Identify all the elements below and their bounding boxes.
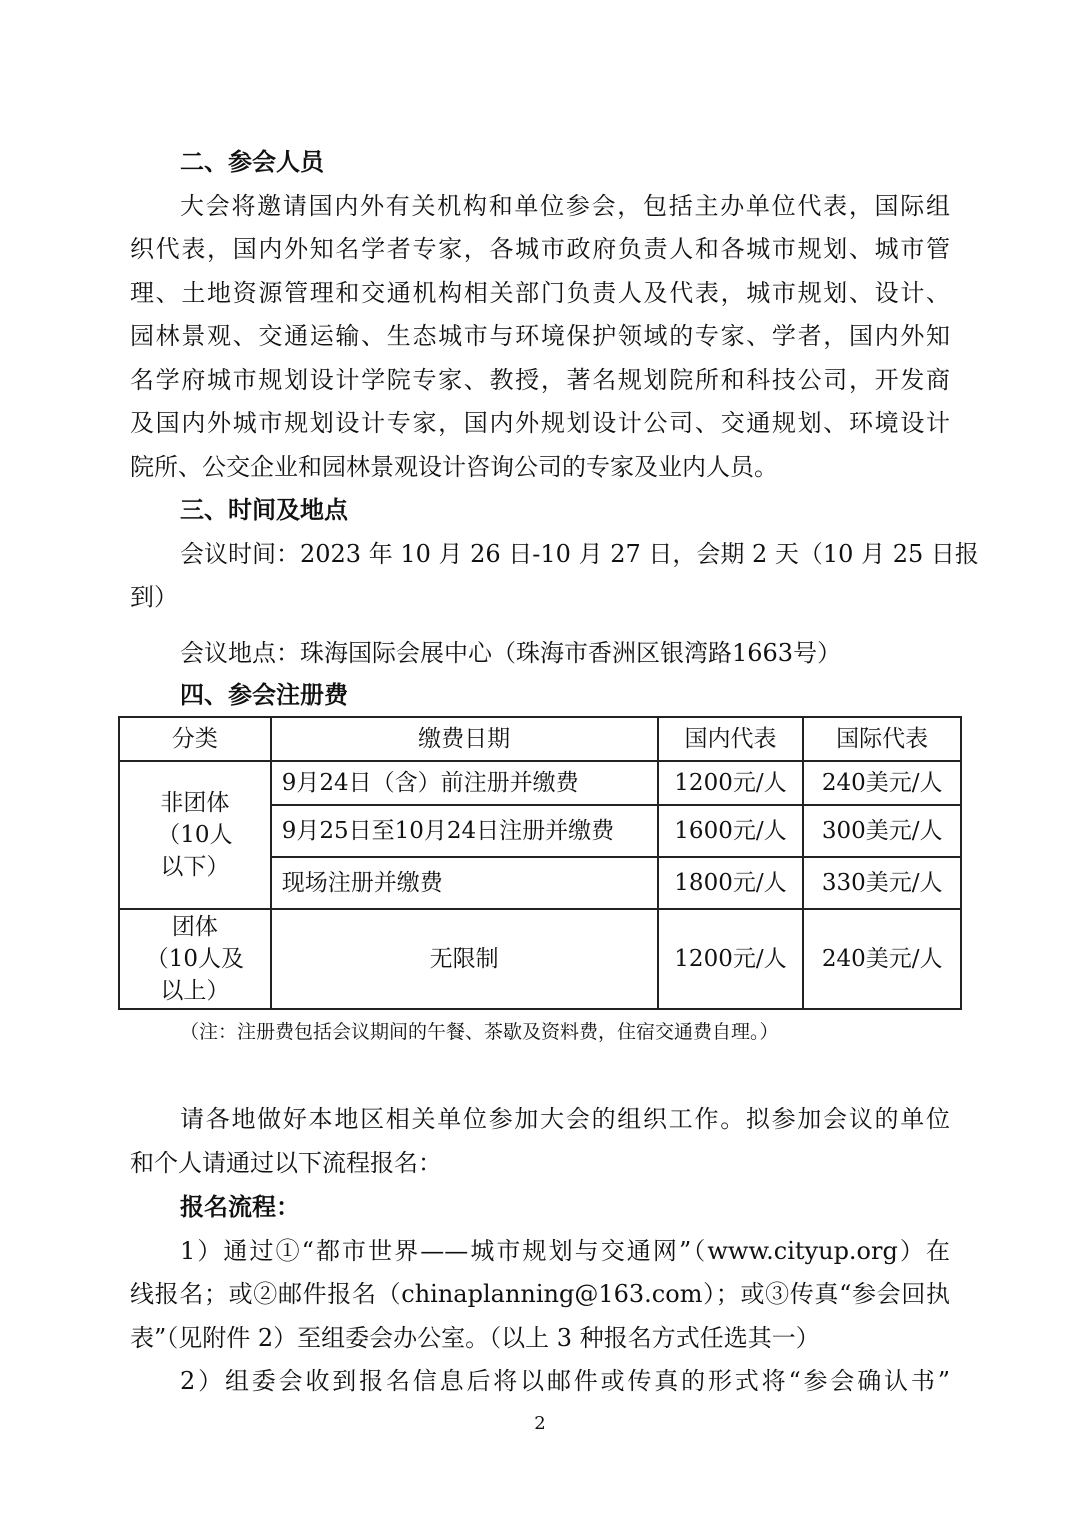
header-payment-date: 缴费日期 — [271, 717, 658, 761]
paragraph-line: 名学府城市规划设计学院专家、教授，著名规划院所和科技公司，开发商 — [130, 366, 950, 394]
payment-date-cell: 现场注册并缴费 — [271, 857, 658, 909]
meeting-place: 会议地点：珠海国际会展中心（珠海市香洲区银湾路1663号） — [180, 639, 842, 667]
header-domestic: 国内代表 — [658, 717, 804, 761]
paragraph-line: 2）组委会收到报名信息后将以邮件或传真的形式将“参会确认书” — [180, 1367, 950, 1395]
paragraph-line: 请各地做好本地区相关单位参加大会的组织工作。拟参加会议的单位 — [180, 1105, 950, 1133]
registration-fee-table — [118, 716, 962, 1010]
international-fee-cell: 240美元/人 — [803, 909, 961, 1009]
meeting-time-line: 到） — [130, 583, 178, 611]
payment-date-cell: 无限制 — [271, 909, 658, 1009]
category-group: 团体 （10人及 以上） — [119, 909, 271, 1009]
paragraph-line: 1）通过①“都市世界——城市规划与交通网”（www.cityup.org）在 — [180, 1237, 950, 1265]
domestic-fee-cell: 1600元/人 — [658, 805, 804, 857]
meeting-time-line: 会议时间：2023 年 10 月 26 日-10 月 27 日，会期 2 天（10 月 25 日报 — [180, 540, 979, 568]
paragraph-line: 线报名；或②邮件报名（chinaplanning@163.com）；或③传真“参会回执 — [130, 1280, 950, 1308]
table-row — [119, 761, 961, 805]
paragraph-line: 院所、公交企业和园林景观设计咨询公司的专家及业内人员。 — [130, 453, 778, 481]
category-non-group: 非团体 （10人 以下） — [119, 761, 271, 909]
section-4-heading: 四、参会注册费 — [180, 681, 348, 709]
domestic-fee-cell: 1200元/人 — [658, 909, 804, 1009]
international-fee-cell: 300美元/人 — [803, 805, 961, 857]
domestic-fee-cell: 1800元/人 — [658, 857, 804, 909]
paragraph-line: 及国内外城市规划设计专家，国内外规划设计公司、交通规划、环境设计 — [130, 409, 950, 437]
international-fee-cell: 240美元/人 — [803, 761, 961, 805]
payment-date-cell: 9月25日至10月24日注册并缴费 — [271, 805, 658, 857]
page-number: 2 — [534, 1413, 546, 1434]
registration-process-heading: 报名流程： — [180, 1193, 300, 1221]
table-header-row — [119, 717, 961, 761]
paragraph-line: 和个人请通过以下流程报名： — [130, 1149, 442, 1177]
paragraph-line: 表”（见附件 2）至组委会办公室。（以上 3 种报名方式任选其一） — [130, 1324, 820, 1352]
section-3-heading: 三、时间及地点 — [180, 496, 348, 524]
table-row — [119, 909, 961, 1009]
payment-date-cell: 9月24日（含）前注册并缴费 — [271, 761, 658, 805]
international-fee-cell: 330美元/人 — [803, 857, 961, 909]
fee-note: （注：注册费包括会议期间的午餐、茶歇及资料费，住宿交通费自理。） — [180, 1021, 779, 1043]
paragraph-line: 大会将邀请国内外有关机构和单位参会，包括主办单位代表，国际组 — [180, 192, 950, 220]
header-international: 国际代表 — [803, 717, 961, 761]
domestic-fee-cell: 1200元/人 — [658, 761, 804, 805]
paragraph-line: 理、土地资源管理和交通机构相关部门负责人及代表，城市规划、设计、 — [130, 279, 950, 307]
paragraph-line: 园林景观、交通运输、生态城市与环境保护领域的专家、学者，国内外知 — [130, 322, 950, 350]
section-2-heading: 二、参会人员 — [180, 148, 324, 176]
header-category: 分类 — [119, 717, 271, 761]
paragraph-line: 织代表，国内外知名学者专家，各城市政府负责人和各城市规划、城市管 — [130, 235, 950, 263]
